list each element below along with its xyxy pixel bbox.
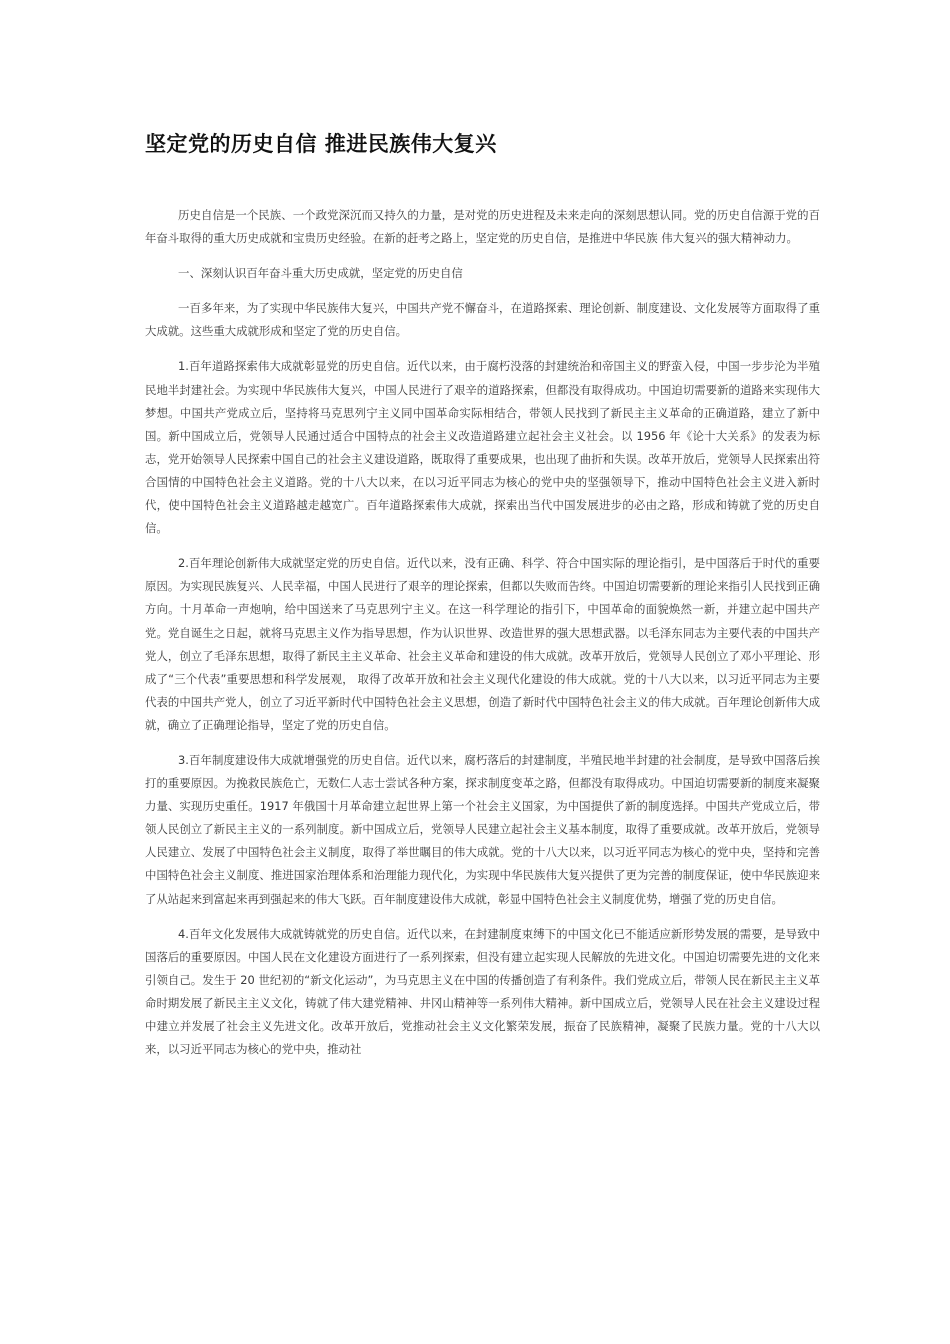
- theory-innovation-paragraph: 2.百年理论创新伟大成就坚定党的历史自信。近代以来，没有正确、科学、符合中国实际的理论指引，是中国落后于时代的重要原因。为实现民族复兴、人民幸福，中国人民进行了艰辛的理论探索，但都以失败而告终。中国迫切需要新的理论来指引人民找到正确方向。十月革命一声炮响，给中国送来了马克思列宁主义。在这一科学理论的指引下，中国革命的面貌焕然一新，并建立起中国共产党。党自诞生之日起，就将马克思主义作为指导思想，作为认识世界、改造世界的强大思想武器。以毛泽东同志为主要代表的中国共产党人，创立了毛泽东思想，取得了新民主主义革命、社会主义革命和建设的伟大成就。改革开放后，党领导人民创立了邓小平理论、形成了“三个代表”重要思想和科学发展观， 取得了改革开放和社会主义现代化建设的伟大成就。党的十八大以来，以习近平同志为主要代表的中国共产党人，创立了习近平新时代中国特色社会主义思想，创造了新时代中国特色社会主义的伟大成就。百年理论创新伟大成就，确立了正确理论指导，坚定了党的历史自信。: [145, 556, 820, 732]
- intro-paragraph: 历史自信是一个民族、一个政党深沉而又持久的力量，是对党的历史进程及未来走向的深刻思想认同。党的历史自信源于党的百年奋斗取得的重大历史成就和宝贵历史经验。在新的赶考之路上，坚定党的历史自信，是推进中华民族 伟大复兴的强大精神动力。: [145, 208, 820, 246]
- road-exploration-paragraph: 1.百年道路探索伟大成就彰显党的历史自信。近代以来，由于腐朽没落的封建统治和帝国主义的野蛮入侵，中国一步步沦为半殖民地半封建社会。为实现中华民族伟大复兴，中国人民进行了艰辛的道路探索，但都没有取得成功。中国迫切需要新的道路来实现伟大梦想。中国共产党成立后，坚持将马克思列宁主义同中国革命实际相结合，带领人民找到了新民主主义革命的正确道路，建立了新中国。新中国成立后，党领导人民通过适合中国特点的社会主义改造道路建立起社会主义社会。以 1956 年《论十大关系》的发表为标志，党开始领导人民探索中国自己的社会主义建设道路，既取得了重要成果，也出现了曲折和失误。改革开放后，党领导人民探索出符合国情的中国特色社会主义道路。党的十八大以来，在以习近平同志为核心的党中央的坚强领导下，推动中国特色社会主义进入新时代，使中国特色社会主义道路越走越宽广。百年道路探索伟大成就，探索出当代中国发展进步的必由之路，形成和铸就了党的历史自信。: [145, 359, 820, 536]
- culture-development-paragraph: 4.百年文化发展伟大成就铸就党的历史自信。近代以来，在封建制度束缚下的中国文化已不能适应新形势发展的需要，是导致中国落后的重要原因。中国人民在文化建设方面进行了一系列探索，但没有建立起实现人民解放的先进文化。中国迫切需要先进的文化来引领自己。发生于 20 世纪初的“新文化运动”，为马克思主义在中国的传播创造了有利条件。我们党成立后，带领人民在新民主主义革命时期发展了新民主主义文化，铸就了伟大建党精神、井冈山精神等一系列伟大精神。新中国成立后，党领导人民在社会主义建设过程中建立并发展了社会主义先进文化。改革开放后，党推动社会主义文化繁荣发展，振奋了民族精神，凝聚了民族力量。党的十八大以来，以习近平同志为核心的党中央，推动社: [145, 926, 820, 1057]
- document-title: 坚定党的历史自信 推进民族伟大复兴: [145, 132, 497, 156]
- system-building-paragraph: 3.百年制度建设伟大成就增强党的历史自信。近代以来，腐朽落后的封建制度，半殖民地半封建的社会制度，是导致中国落后挨打的重要原因。为挽救民族危亡，无数仁人志士尝试各种方案，探求制度变革之路，但都没有取得成功。中国迫切需要新的制度来凝聚力量、实现历史重任。1917 年俄国十月革命建立起世界上第一个社会主义国家，为中国提供了新的制度选择。中国共产党成立后，带领人民创立了新民主主义的一系列制度。新中国成立后，党领导人民建立起社会主义基本制度，取得了重要成就。改革开放后，党领导人民建立、发展了中国特色社会主义制度，取得了举世瞩目的伟大成就。党的十八大以来，以习近平同志为核心的党中央，坚持和完善中国特色社会主义制度、推进国家治理体系和治理能力现代化，为实现中华民族伟大复兴提供了更为完善的制度保证，使中华民族迎来了从站起来到富起来再到强起来的伟大飞跃。百年制度建设伟大成就，彰显中国特色社会主义制度优势，增强了党的历史自信。: [145, 752, 820, 906]
- section-heading: 一、深刻认识百年奋斗重大历史成就，坚定党的历史自信: [178, 266, 463, 281]
- overview-paragraph: 一百多年来，为了实现中华民族伟大复兴，中国共产党不懈奋斗，在道路探索、理论创新、制度建设、文化发展等方面取得了重大成就。这些重大成就形成和坚定了党的历史自信。: [145, 301, 820, 339]
